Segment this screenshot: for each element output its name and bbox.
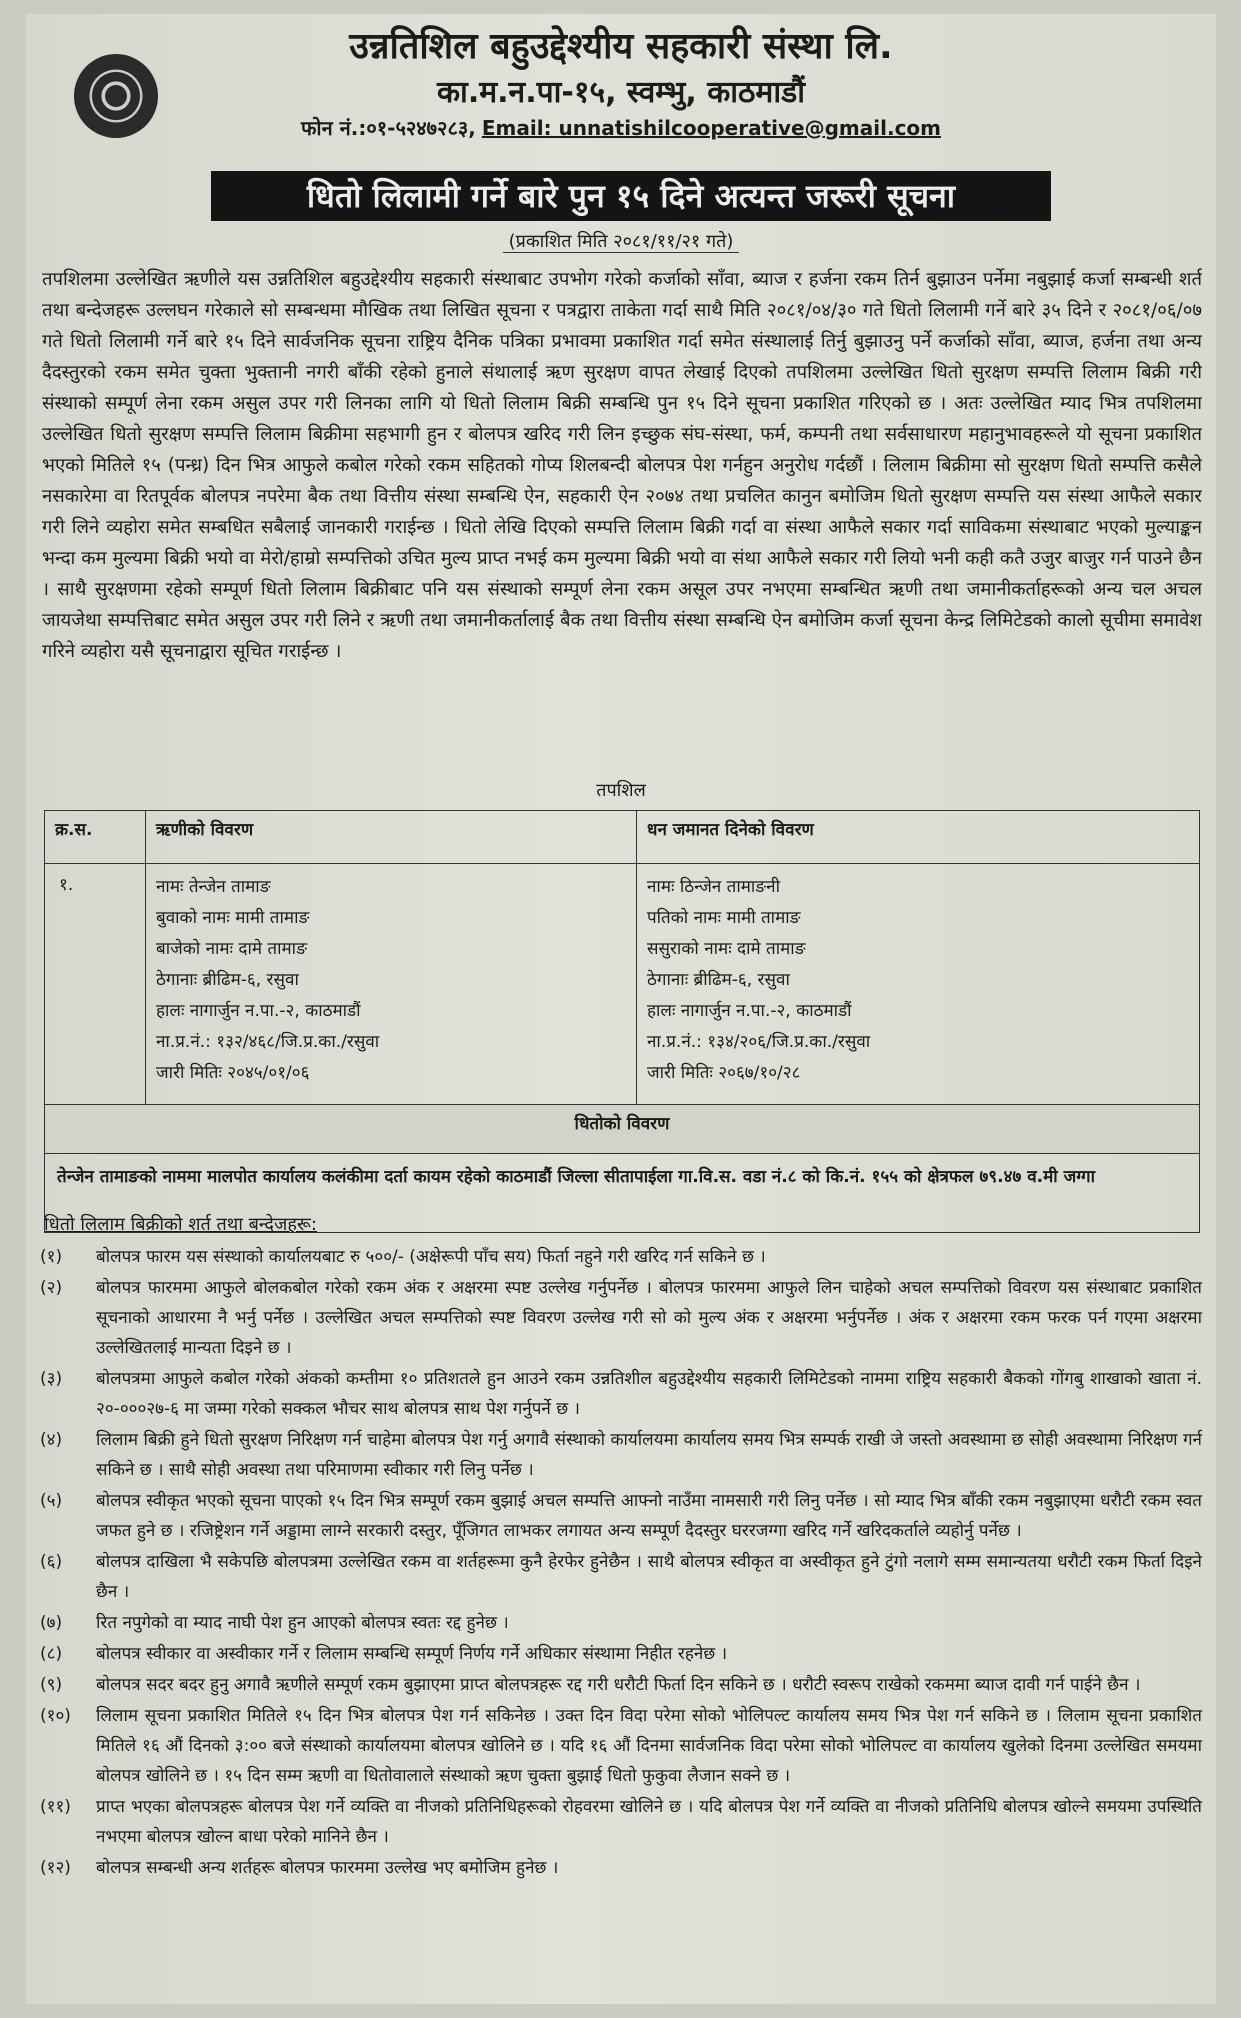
term-text: बोलपत्र सम्बन्धी अन्य शर्तहरू बोलपत्र फारममा उल्लेख भए बमोजिम हुनेछ । xyxy=(96,1858,559,1878)
published-date xyxy=(26,229,1216,253)
borrower-current-address: हालः नागार्जुन न.पा.-२, काठमाडौं xyxy=(156,1001,361,1021)
phone-number: फोन नं.:०१-५२४७२८३, xyxy=(301,116,476,140)
terms-title: धितो लिलाम बिक्रीको शर्त तथा बन्देजहरू: xyxy=(44,1214,317,1235)
guarantor-husband: पतिको नामः मामी तामाङ xyxy=(647,908,801,928)
organization-contact xyxy=(26,114,1216,141)
notice-page xyxy=(26,14,1216,2004)
term-number: (७) xyxy=(40,1613,63,1633)
borrower-address: ठेगानाः ब्रीढिम-६, रसुवा xyxy=(156,970,299,990)
term-text: रित नपुगेको वा म्याद नाघी पेश हुन आएको बोलपत्र स्वतः रद्द हुनेछ । xyxy=(96,1613,509,1633)
term-number: (१०) xyxy=(40,1706,71,1726)
term-text: बोलपत्र दाखिला भै सकेपछि बोलपत्रमा उल्लेखित रकम वा शर्तहरूमा कुनै हेरफेर हुनेछैन । साथै बोलपत्र स्वीकृत वा अस्वीकृत हुने टुंगो नलागे सम्म समान्यतया धरौटी रकम फिर्ता दिइने छैन । xyxy=(96,1552,1202,1602)
list-item xyxy=(40,1639,1202,1669)
list-item xyxy=(40,1670,1202,1700)
notice-body: तपशिलमा उल्लेखित ऋणीले यस उन्नतिशिल बहुउद्देश्यीय सहकारी संस्थाबाट उपभोग गरेको कर्जाको साँवा, ब्याज र हर्जना रकम तिर्न बुझाउन पर्नेमा नबुझाई कर्जा सम्बन्धी शर्त तथा बन्देजहरू उल्लघन गरेकाले सो सम्बन्धमा मौखिक तथा लिखित सूचना र पत्रद्वारा ताकेता गर्दा साथै मिति २०८१/०४/३० गते धितो लिलामी गर्ने बारे ३५ दिने र २०८१/०६/०७ गते धितो लिलामी गर्ने बारे १५ दिने सार्वजनिक सूचना राष्ट्रिय दैनिक पत्रिका प्रभावमा प्रकाशित गर्दा समेत संस्थालाई तिर्नु बुझाउनु पर्ने कर्जाको साँवा, ब्याज, हर्जना तथा अन्य दैदस्तुरको रकम समेत चुक्ता भुक्तानी नगरी बाँकी रहेको हुनाले संथालाई ऋण सुरक्षण वापत लेखाई दिएको तपशिलमा उल्लेखित धितो सुरक्षण सम्पत्ति लिलाम बिक्री गरी संस्थाको सम्पूर्ण लेना रकम असुल उपर गरी लिनका लागि यो धितो लिलाम बिक्री सम्बन्धि पुन १५ दिने सूचना प्रकाशित गरिएको छ । अतः उल्लेखित म्याद भित्र तपशिलमा उल्लेखित धितो सुरक्षण सम्पत्ति लिलाम बिक्रीमा सहभागी हुन र बोलपत्र खरिद गरी लिन इच्छुक संघ-संस्था, फर्म, कम्पनी तथा सर्वसाधारण महानुभावहरूले यो सूचना प्रकाशित भएको मितिले १५ (पन्ध्र) दिन भित्र आफुले कबोल गरेको रकम सहितको गोप्य शिलबन्दी बोलपत्र पेश गर्नहुन अनुरोध गर्दछौं । लिलाम बिक्रीमा सो सुरक्षण धितो सम्पत्ति कसैले नसकारेमा वा रितपूर्वक बोलपत्र नपरेमा बैक तथा वित्तीय संस्था सम्बन्धि ऐन, सहकारी ऐन २०७४ तथा प्रचलित कानुन बमोजिम धितो सुरक्षण सम्पत्ति यस संस्था आफैले सकार गरी लिने व्यहोरा समेत सम्बधित सबैलाई जानकारी गराईन्छ । धितो लेखि दिएको सम्पत्ति लिलाम बिक्री गर्दा वा संस्था आफैले सकार गर्दा साविकमा संस्थाबाट भएको मुल्याङ्कन भन्दा कम मुल्यमा बिक्री भयो वा मेरो/हाम्रो सम्पत्तिको उचित मुल्य प्राप्त नभई कम मुल्यमा बिक्री भयो वा संथा आफैले सकार गरी लियो भनी कही कतै उजुर बाजुर गर्न पाउने छैन । साथै सुरक्षणमा रहेको सम्पूर्ण धितो लिलाम बिक्रीबाट पनि यस संस्थाको सम्पूर्ण लेना रकम असूल उपर नभएमा सम्बन्धित ऋणी तथा जमानीकर्ताहरूको अन्य चल अचल जायजेथा सम्पत्तिबाट समेत असुल उपर गरी लिने र ऋणी तथा जमानीकर्तालाई बैक तथा वित्तीय संस्था सम्बन्धि ऐन बमोजिम कर्जा सूचना केन्द्र लिमिटेडको कालो सूचीमा समावेश गरिने व्यहोरा यसै सूचनाद्वारा सूचित गराईन्छ । xyxy=(42,269,1202,662)
term-number: (८) xyxy=(40,1644,63,1664)
borrower-table xyxy=(44,810,1200,1233)
collateral-details: तेन्जेन तामाङको नाममा मालपोत कार्यालय कलंकीमा दर्ता कायम रहेको काठमाडौं जिल्ला सीतापाईला गा.वि.स. वडा नं.८ को कि.नं. १५५ को क्षेत्रफल ७९.४७ व.मी जग्गा xyxy=(45,1154,1200,1233)
borrower-details xyxy=(146,864,637,1105)
list-item xyxy=(40,1242,1202,1272)
published-date-text: (प्रकाशित मिति २०८१/११/२१ गते) xyxy=(503,231,740,253)
organization-name: उन्नतिशिल बहुउद्देश्यीय सहकारी संस्था लि. xyxy=(349,26,893,67)
collateral-header: धितोको विवरण xyxy=(45,1105,1200,1154)
terms-list xyxy=(40,1242,1202,1884)
term-number: (५) xyxy=(40,1491,63,1511)
term-text: बोलपत्र स्वीकार वा अस्वीकार गर्ने र लिलाम सम्बन्धि सम्पूर्ण निर्णय गर्ने अधिकार संस्थामा निहीत रहनेछ । xyxy=(96,1644,728,1664)
guarantor-address: ठेगानाः ब्रीढिम-६, रसुवा xyxy=(647,970,790,990)
borrower-father: बुवाको नामः मामी तामाङ xyxy=(156,908,310,928)
collateral-header-row xyxy=(45,1105,1200,1154)
borrower-name: नामः तेन्जेन तामाङ xyxy=(156,877,271,897)
term-number: (१) xyxy=(40,1247,63,1267)
organization-address: का.म.न.पा-१५, स्वम्भु, काठमाडौं xyxy=(437,75,805,110)
email-address: Email: unnatishilcooperative@gmail.com xyxy=(481,116,941,140)
schedule-heading: तपशिल xyxy=(596,780,646,801)
borrower-grandfather: बाजेको नामः दामे तामाङ xyxy=(156,939,307,959)
borrower-citizenship: ना.प्र.नं.: १३२/४६८/जि.प्र.का./रसुवा xyxy=(156,1032,380,1052)
list-item xyxy=(40,1364,1202,1424)
term-number: (१२) xyxy=(40,1858,71,1878)
col-guarantor: धन जमानत दिनेको विवरण xyxy=(637,811,1200,864)
serial-number: १. xyxy=(45,864,146,1105)
term-text: बोलपत्र सदर बदर हुनु अगावै ऋणीले सम्पूर्ण रकम बुझाएमा प्राप्त बोलपत्रहरू रद्द गरी धरौटी फिर्ता दिन सकिने छ । धरौटी स्वरूप राखेको रकममा ब्याज दावी गर्न पाईने छैन । xyxy=(96,1675,1141,1695)
notice-title-banner: धितो लिलामी गर्ने बारे पुन १५ दिने अत्यन्त जरूरी सूचना xyxy=(211,171,1051,221)
term-number: (९) xyxy=(40,1675,63,1695)
term-text: बोलपत्रमा आफुले कबोल गरेको अंकको कम्तीमा १० प्रतिशतले हुन आउने रकम उन्नतिशील बहुउद्देश्यीय सहकारी लिमिटेडको नाममा राष्ट्रिय सहकारी बैकको गोंगबु शाखाको खाता नं. २०-०००२७-६ मा जम्मा गरेको सक्कल भौचर साथ बोलपत्र साथ पेश गर्नुपर्ने छ । xyxy=(96,1369,1202,1419)
list-item xyxy=(40,1547,1202,1607)
term-number: (३) xyxy=(40,1369,63,1389)
list-item xyxy=(40,1425,1202,1485)
term-text: लिलाम बिक्री हुने धितो सुरक्षण निरिक्षण गर्न चाहेमा बोलपत्र पेश गर्नु अगावै संस्थाको कार्यालयमा कार्यालय समय भित्र सम्पर्क राखी जे जस्तो अवस्थामा छ सोही अवस्थामा निरिक्षण गर्न सकिने छ । साथै सोही अवस्था तथा परिमाणमा स्वीकार गरी लिनु पर्नेछ । xyxy=(96,1430,1202,1480)
guarantor-father-in-law: ससुराको नामः दामे तामाङ xyxy=(647,939,806,959)
guarantor-details xyxy=(637,864,1200,1105)
term-text: बोलपत्र स्वीकृत भएको सूचना पाएको १५ दिन भित्र सम्पूर्ण रकम बुझाई अचल सम्पत्ति आफ्नो नाउँमा नामसारी गरी लिनु पर्नेछ । सो म्याद भित्र बाँकी रकम नबुझाएमा धरौटी रकम स्वत जफत हुने छ । रजिष्ट्रेशन गर्ने अड्डामा लाग्ने सरकारी दस्तुर, पूँजिगत लाभकर लगायत अन्य सम्पूर्ण दैदस्तुर घररजग्गा खरिद गर्ने खरिदकर्ताले व्यहोर्नु पर्नेछ । xyxy=(96,1491,1202,1541)
col-borrower: ऋणीको विवरण xyxy=(146,811,637,864)
guarantor-name: नामः ठिन्जेन तामाङनी xyxy=(647,877,780,897)
term-text: बोलपत्र फारममा आफुले बोलकबोल गरेको रकम अंक र अक्षरमा स्पष्ट उल्लेख गर्नुपर्नेछ । बोलपत्र फारममा आफुले लिन चाहेको अचल सम्पत्तिको विवरण यस संस्थाबाट प्रकाशित सूचनाको आधारमा नै भर्नु पर्नेछ । उल्लेखित अचल सम्पत्तिको स्पष्ट विवरण उल्लेख गरी सो को मुल्य अंक र अक्षरमा भर्नुपर्नेछ । अंक र अक्षरमा रकम फरक पर्न गएमा अक्षरमा उल्लेखितलाई मान्यता दिइने छ । xyxy=(96,1278,1202,1358)
term-text: प्राप्त भएका बोलपत्रहरू बोलपत्र पेश गर्ने व्यक्ति वा नीजको प्रतिनिधिहरूको रोहवरमा खोलिने छ । यदि बोलपत्र पेश गर्ने व्यक्ति वा नीजको प्रतिनिधि बोलपत्र खोल्ने समयमा उपस्थिति नभएमा बोलपत्र खोल्न बाधा परेको मानिने छैन । xyxy=(96,1797,1202,1847)
guarantor-issue-date: जारी मितिः २०६७/१०/२८ xyxy=(647,1063,801,1083)
list-item xyxy=(40,1273,1202,1363)
col-serial: क्र.स. xyxy=(45,811,146,864)
guarantor-citizenship: ना.प्र.नं.: १३४/२०६/जि.प्र.का./रसुवा xyxy=(647,1032,871,1052)
list-item xyxy=(40,1701,1202,1791)
list-item xyxy=(40,1853,1202,1883)
term-text: लिलाम सूचना प्रकाशित मितिले १५ दिन भित्र बोलपत्र पेश गर्न सकिनेछ । उक्त दिन विदा परेमा सोको भोलिपल्ट कार्यालय समय भित्र पेश गर्न सकिने छ । लिलाम सूचना प्रकाशित मितिले १६ औं दिनको ३:०० बजे संस्थाको कार्यालयमा बोलपत्र खोलिने छ । यदि १६ औं दिनमा सार्वजनिक विदा परेमा सोको भोलिपल्ट वा कार्यालय खुलेको दिनमा उल्लेखित समयमा बोलपत्र खोलिने छ । १५ दिन सम्म ऋणी वा धितोवालाले संस्थाको ऋण चुक्ता बुझाई धितो फुकुवा लैजान सक्ने छ । xyxy=(96,1706,1202,1786)
term-number: (११) xyxy=(40,1797,71,1817)
term-number: (६) xyxy=(40,1552,63,1572)
term-text: बोलपत्र फारम यस संस्थाको कार्यालयबाट रु ५००/- (अक्षेरूपी पाँच सय) फिर्ता नहुने गरी खरिद गर्न सकिने छ । xyxy=(96,1247,766,1267)
list-item xyxy=(40,1608,1202,1638)
list-item xyxy=(40,1792,1202,1852)
table-header-row xyxy=(45,811,1200,864)
list-item xyxy=(40,1486,1202,1546)
table-row xyxy=(45,864,1200,1105)
notice-header xyxy=(26,14,1216,159)
guarantor-current-address: हालः नागार्जुन न.पा.-२, काठमाडौं xyxy=(647,1001,852,1021)
borrower-issue-date: जारी मितिः २०४५/०१/०६ xyxy=(156,1063,310,1083)
term-number: (४) xyxy=(40,1430,63,1450)
term-number: (२) xyxy=(40,1278,63,1298)
